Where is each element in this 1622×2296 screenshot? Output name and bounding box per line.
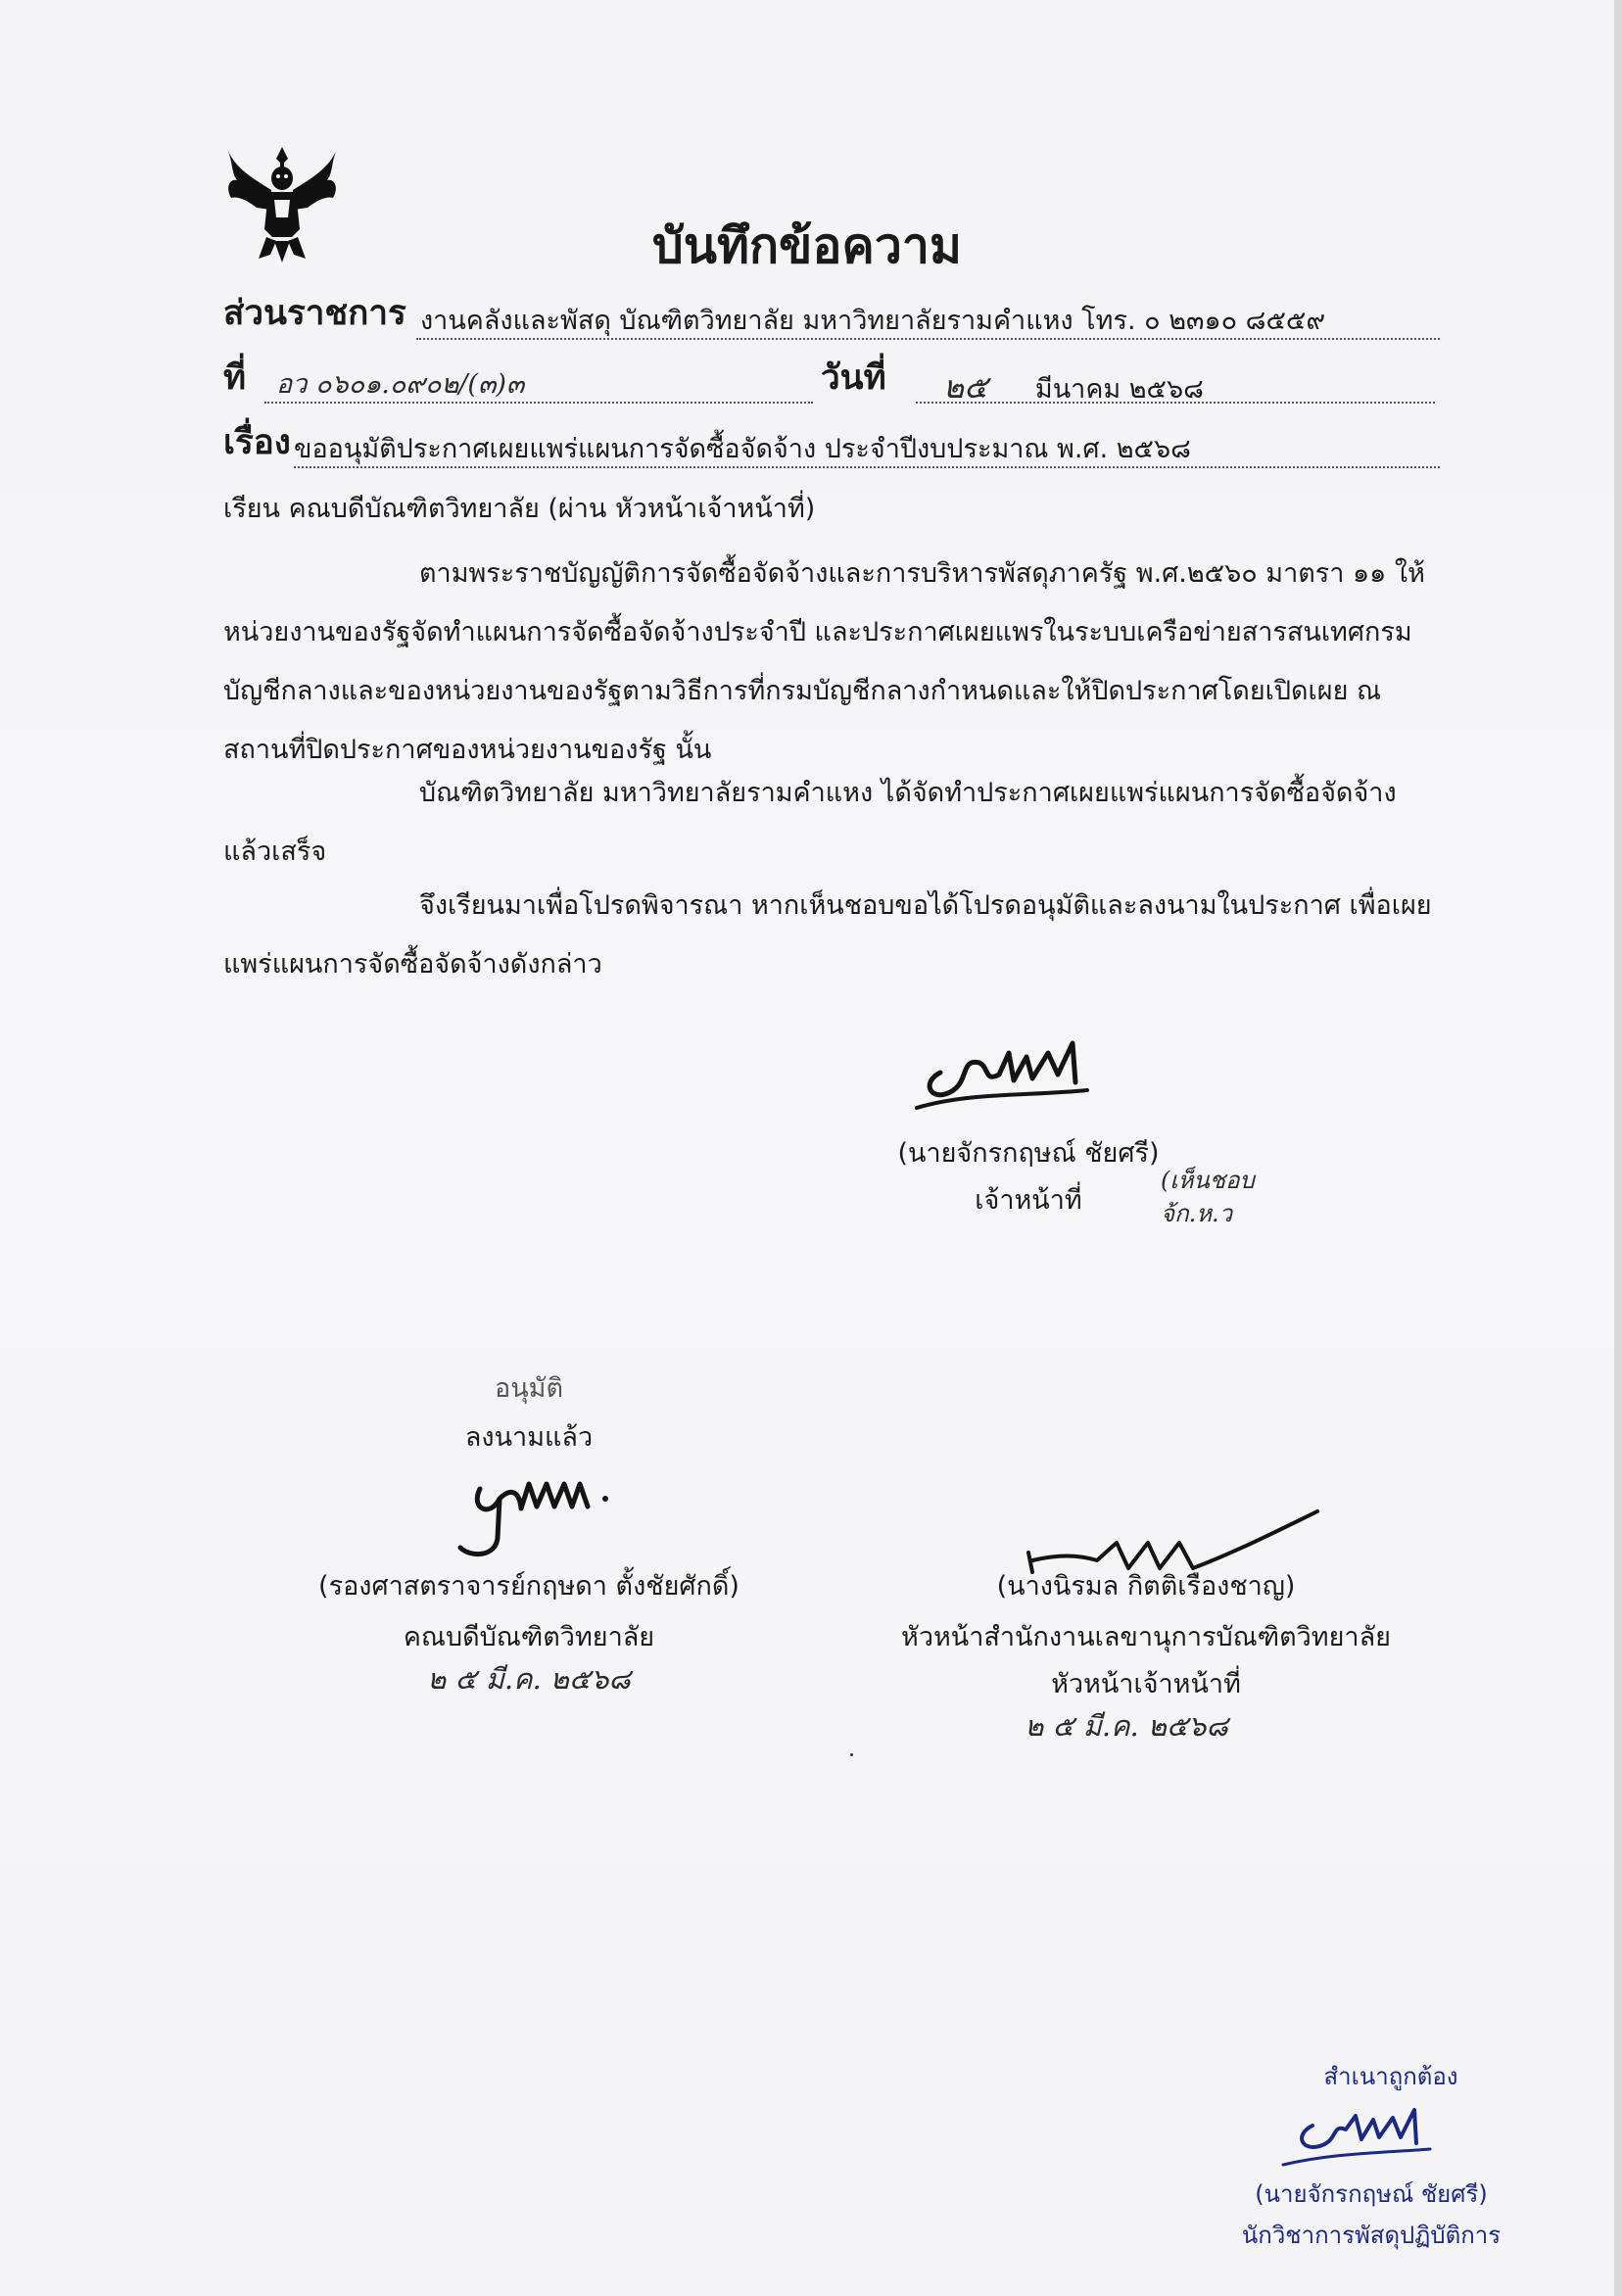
- department-value-line: [416, 299, 1440, 340]
- head-date: ๒ ๕ มี.ค. ๒๕๖๘: [1025, 1709, 1228, 1743]
- paragraph-3: จึงเรียนมาเพื่อโปรดพิจารณา หากเห็นชอบขอได้โปรดอนุมัติและลงนามในประกาศ เพื่อเผยแพร่แผนการจัดซื้อจัดจ้างดังกล่าว: [223, 890, 1432, 980]
- certified-position: นักวิชาการพัสดุปฏิบัติการ: [1241, 2222, 1502, 2249]
- subject-value-line: [294, 427, 1440, 468]
- paragraph-2: บัณฑิตวิทยาลัย มหาวิทยาลัยรามคำแหง ได้จัดทำประกาศเผยแพร่แผนการจัดซื้อจัดจ้าง แล้วเสร็จ: [223, 778, 1397, 867]
- ink-dot: [850, 1753, 853, 1756]
- certified-name: (นายจักรกฤษณ์ ชัยศรี): [1255, 2180, 1488, 2208]
- department-label: ส่วนราชการ: [223, 294, 406, 333]
- certified-stamp: สำเนาถูกต้อง: [1323, 2063, 1458, 2090]
- department-value: งานคลังและพัสดุ บัณฑิตวิทยาลัย มหาวิทยาลัยรามคำแหง โทร. ๐ ๒๓๑๐ ๘๕๕๙: [420, 306, 1326, 336]
- date-label: วันที่: [821, 359, 886, 398]
- certified-signature: [1273, 2096, 1469, 2175]
- date-day: ๒๕: [943, 368, 988, 406]
- subject-value: ขออนุมัติประกาศเผยแพร่แผนการจัดซื้อจัดจ้าง ประจำปีงบประมาณ พ.ศ. ๒๕๖๘: [294, 434, 1191, 464]
- head-name: (นางนิรมล กิตติเรืองชาญ): [996, 1571, 1296, 1602]
- head-position-2: หัวหน้าเจ้าหน้าที่: [1051, 1669, 1241, 1699]
- dean-signature: [451, 1459, 646, 1567]
- dean-name: (รองศาสตราจารย์กฤษดา ตั้งชัยศักดิ์): [318, 1571, 739, 1602]
- dean-approve-stamp: อนุมัติ: [494, 1373, 563, 1404]
- dean-signed-stamp: ลงนามแล้ว: [464, 1422, 594, 1453]
- subject-label: เรื่อง: [223, 423, 291, 462]
- reference-value-line: [264, 362, 813, 404]
- officer-position: เจ้าหน้าที่: [975, 1185, 1082, 1216]
- officer-handnote: [1161, 1164, 1255, 1230]
- officer-name: (นายจักรกฤษณ์ ชัยศรี): [897, 1138, 1160, 1169]
- salutation: เรียน คณบดีบัณฑิตวิทยาลัย (ผ่าน หัวหน้าเจ้าหน้าที่): [223, 494, 816, 524]
- dean-date: ๒ ๕ มี.ค. ๒๕๖๘: [427, 1662, 631, 1696]
- officer-handnote-line-2: จ้ก.ห.ว: [1161, 1200, 1233, 1227]
- dean-position: คณบดีบัณฑิตวิทยาลัย: [403, 1622, 655, 1652]
- date-value-line: [916, 362, 1435, 404]
- head-position-1: หัวหน้าสำนักงานเลขานุการบัณฑิตวิทยาลัย: [901, 1622, 1391, 1652]
- reference-label: ที่: [223, 359, 247, 398]
- paragraph-1: ตามพระราชบัญญัติการจัดซื้อจัดจ้างและการบริหารพัสดุภาครัฐ พ.ศ.๒๕๖๐ มาตรา ๑๑ ให้หน่วยงานของรัฐจัดทำแผนการจัดซื้อจัดจ้างประจำปี และประกาศเผยแพรในระบบเครือข่ายสารสนเทศกรมบัญชีกลางและของหน่วยงานของรัฐตามวิธีการที่กรมบัญชีกลางกำหนดและให้ปิดประกาศโดยเปิดเผย ณ สถานที่ปิดประกาศของหน่วยงานของรัฐ นั้น: [223, 558, 1425, 765]
- memo-title: บันทึกข้อความ: [652, 217, 962, 274]
- date-month-year: มีนาคม ๒๕๖๘: [1034, 374, 1204, 405]
- officer-signature: [911, 1014, 1117, 1122]
- officer-handnote-line-1: (เห็นชอบ: [1161, 1167, 1255, 1194]
- reference-value: อว ๐๖๐๑.๐๙๐๒/(๓)๓: [276, 369, 525, 400]
